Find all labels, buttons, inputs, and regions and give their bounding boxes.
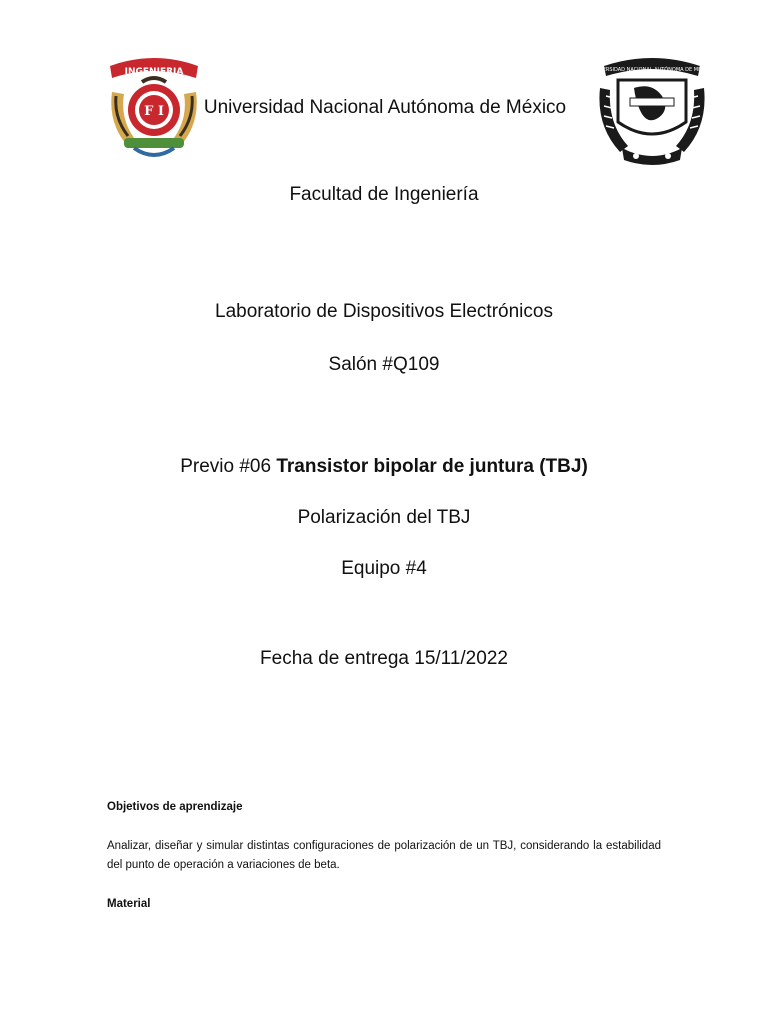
room-number: Salón #Q109	[328, 354, 440, 375]
svg-text:F I: F I	[144, 104, 164, 119]
university-name: Universidad Nacional Autónoma de México	[203, 97, 567, 118]
due-date: Fecha de entrega 15/11/2022	[260, 648, 508, 669]
report-title	[0, 453, 768, 481]
faculty-name: Facultad de Ingeniería	[289, 184, 479, 205]
team-number: Equipo #4	[341, 558, 427, 579]
ingenieria-logo-text: INGENIERIA	[124, 67, 184, 77]
report-title-bold: Transistor bipolar de juntura (TBJ)	[276, 456, 588, 477]
unam-seal-text: UNIVERSIDAD NACIONAL AUTÓNOMA DE MÉXICO	[596, 67, 708, 73]
unam-seal	[596, 52, 708, 170]
lab-name: Laboratorio de Dispositivos Electrónicos	[215, 301, 553, 322]
objectives-heading: Objetivos de aprendizaje	[107, 801, 243, 813]
material-heading: Material	[107, 898, 151, 910]
report-title-prefix: Previo #06	[180, 456, 277, 477]
report-subtitle: Polarización del TBJ	[297, 507, 471, 528]
objectives-body: Analizar, diseñar y simular distintas configuraciones de polarización de un TBJ, considerando la estabilidad del punto de operación a variaciones de beta.	[107, 840, 661, 871]
